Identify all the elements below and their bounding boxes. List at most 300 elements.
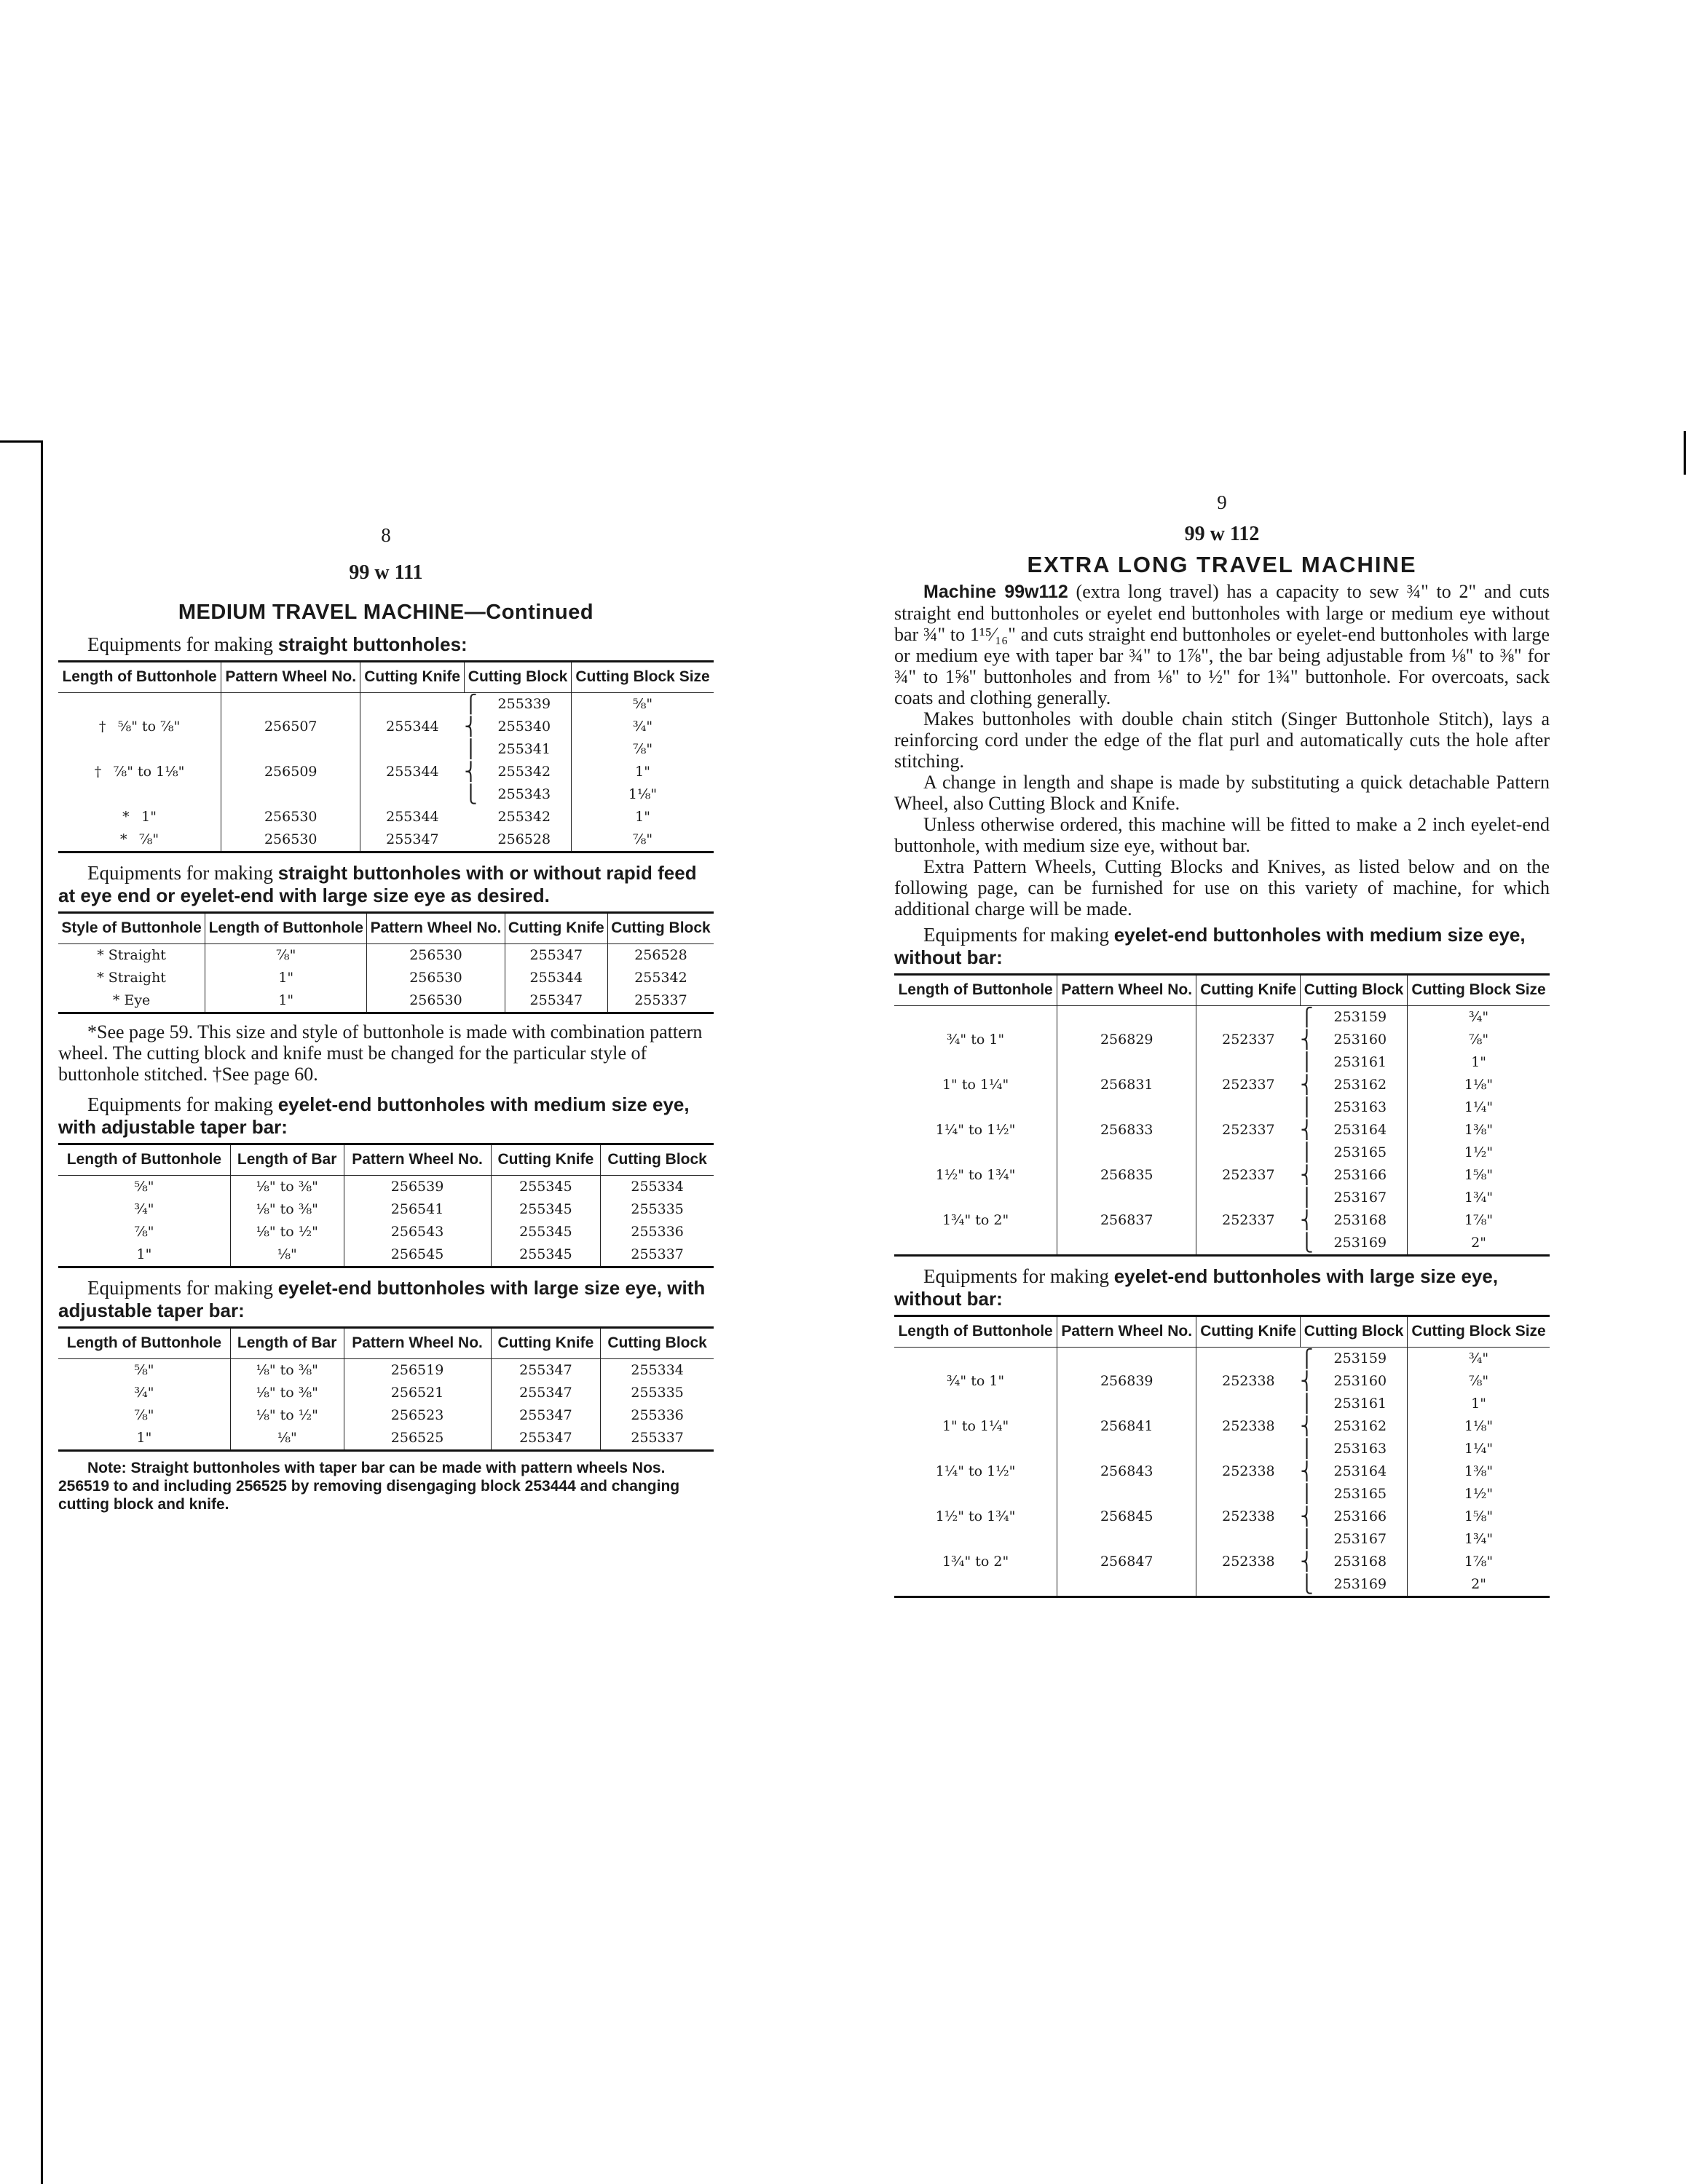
table-cell: 1¾": [1408, 1528, 1550, 1551]
paragraph: Unless otherwise ordered, this machine will be fitted to make a 2 inch eyelet-end buttonhole, with medium size eye, without bar.: [894, 814, 1550, 856]
table-cell: 1⅛": [1408, 1415, 1550, 1438]
brace-mark: ⎩: [1300, 1232, 1313, 1256]
footnote-mark: †: [98, 719, 106, 735]
medium-eye-taper-bar-table: [58, 1143, 714, 1268]
table-cell: [58, 693, 221, 716]
table-cell: 255347: [491, 1404, 601, 1427]
table-cell: [1196, 1187, 1301, 1209]
note: Note: Straight buttonholes with taper bar can be made with pattern wheels Nos. 256519 to and including 256525 by removing disengaging block 253444 and changing cutting block and knife.: [58, 1460, 680, 1513]
table-cell: [1196, 1573, 1301, 1597]
table-cell: [464, 828, 477, 852]
table-cell: [894, 1051, 1057, 1074]
table-cell: [894, 1348, 1057, 1371]
footnote: *See page 59. This size and style of buttonhole is made with combination pattern wheel. The cutting block and knife must be changed for the particular style of buttonhole stitched. †See page 60.: [58, 1021, 703, 1085]
table-cell: 1¼" to 1½": [935, 1463, 1016, 1479]
column-header: Length of Buttonhole: [894, 975, 1057, 1006]
table-cell: ⅛" to ½": [230, 1221, 344, 1243]
table-cell: 255345: [491, 1221, 601, 1243]
table-cell: 253159: [1333, 1350, 1387, 1366]
brace-mark: ⎨: [1300, 1551, 1314, 1572]
column-header: Cutting Block: [601, 1328, 714, 1359]
table-cell: 253163: [1333, 1099, 1387, 1115]
right-page: [894, 491, 1550, 1605]
table-row: [58, 693, 714, 716]
column-header: Style of Buttonhole: [58, 913, 205, 944]
straight-or-eye-table: [58, 911, 714, 1014]
table-cell: [1196, 1142, 1301, 1164]
table-cell: ⅞": [205, 944, 367, 968]
table-cell: 253161: [1333, 1396, 1387, 1412]
table-row: [894, 1573, 1550, 1597]
table-cell: 256845: [1057, 1506, 1196, 1528]
table-row: [894, 1187, 1550, 1209]
table-cell: 255345: [491, 1176, 601, 1199]
table-cell: 253168: [1333, 1554, 1387, 1570]
table-cell: 256528: [607, 944, 714, 968]
table-cell: 255347: [491, 1427, 601, 1451]
table-cell: 256843: [1057, 1460, 1196, 1483]
table-row: [58, 1176, 714, 1199]
table-cell: ⅛": [230, 1427, 344, 1451]
table-cell: 255341: [497, 741, 551, 757]
table-cell: 255347: [505, 989, 607, 1013]
table-cell: 1⅛": [572, 783, 714, 806]
table-cell: 256530: [367, 989, 505, 1013]
column-header: Pattern Wheel No.: [344, 1144, 491, 1176]
table-row: [894, 1393, 1550, 1415]
table-cell: 256839: [1057, 1370, 1196, 1393]
table-caption: Equipments for making eyelet-end buttonholes with medium size eye, without bar:: [894, 924, 1526, 968]
table-cell: 255344: [360, 716, 465, 738]
column-header: Length of Buttonhole: [205, 913, 367, 944]
table-cell: [58, 716, 221, 738]
table-cell: 253164: [1333, 1122, 1387, 1138]
brace-mark: ⎨: [1300, 1416, 1314, 1436]
brace-mark: ⎪: [1300, 1097, 1314, 1117]
table-cell: 252337: [1196, 1029, 1301, 1051]
column-header: Cutting Knife: [491, 1328, 601, 1359]
footnote-mark: †: [94, 764, 102, 780]
table-cell: 252337: [1196, 1164, 1301, 1187]
table-cell: [894, 1232, 1057, 1256]
table-cell: 2": [1408, 1232, 1550, 1256]
table-cell: 255342: [497, 809, 551, 825]
column-header: Pattern Wheel No.: [367, 913, 505, 944]
table-cell: 1": [572, 761, 714, 783]
table-cell: 253160: [1333, 1032, 1387, 1048]
brace-mark: ⎪: [1300, 1393, 1314, 1414]
table-cell: 256507: [221, 716, 360, 738]
brace-mark: ⎨: [1300, 1210, 1314, 1230]
table-cell: ¾": [134, 1385, 154, 1401]
table-row: [894, 1506, 1550, 1528]
scan-edge-line: [0, 440, 42, 443]
table-cell: 253167: [1333, 1190, 1387, 1206]
model-number: 99 w 111: [349, 561, 423, 584]
table-cell: [1196, 1348, 1301, 1371]
table-cell: 255335: [601, 1382, 714, 1404]
table-cell: 1": [1408, 1393, 1550, 1415]
table-cell: ¾": [134, 1201, 154, 1217]
column-header: Cutting Knife: [505, 913, 607, 944]
table-cell: 1⅝": [1408, 1164, 1550, 1187]
table-cell: [1057, 1006, 1196, 1029]
column-header: Cutting Block Size: [1408, 1316, 1550, 1348]
table-cell: 256831: [1057, 1074, 1196, 1096]
table-cell: [1057, 1573, 1196, 1597]
table-cell: 1" to 1¼": [942, 1418, 1009, 1434]
table-cell: 1½": [1408, 1142, 1550, 1164]
table-cell: 253166: [1333, 1167, 1387, 1183]
table-cell: 253162: [1333, 1418, 1387, 1434]
table-cell: 252337: [1196, 1209, 1301, 1232]
table-cell: 256543: [344, 1221, 491, 1243]
paragraph: A change in length and shape is made by substituting a quick detachable Pattern Wheel, also Cutting Block and Knife.: [894, 772, 1550, 814]
table-cell: [1057, 1142, 1196, 1164]
table-cell: [894, 1393, 1057, 1415]
table-cell: [1057, 1096, 1196, 1119]
table-cell: 1": [58, 1427, 230, 1451]
table-cell: ⅛" to ⅜": [230, 1359, 344, 1382]
table-cell: 252338: [1196, 1370, 1301, 1393]
table-cell: 253168: [1333, 1212, 1387, 1228]
table-cell: ⅞": [572, 828, 714, 852]
table-row: [58, 1243, 714, 1267]
scan-edge-line: [1684, 431, 1686, 475]
table-cell: 2": [1408, 1573, 1550, 1597]
section-title: MEDIUM TRAVEL MACHINE—Continued: [178, 601, 594, 624]
table-row: [894, 1460, 1550, 1483]
table-cell: [58, 761, 221, 783]
straight-buttonholes-table: [58, 660, 714, 853]
brace-mark: ⎨: [1300, 1461, 1314, 1481]
table-cell: 1" to 1¼": [942, 1077, 1009, 1093]
table-cell: 256528: [477, 828, 571, 852]
table-row: [894, 1415, 1550, 1438]
table-row: [58, 828, 714, 852]
footnote-mark: *: [122, 809, 130, 825]
column-header: Length of Bar: [230, 1328, 344, 1359]
table-cell: [894, 1187, 1057, 1209]
table-cell: 256530: [367, 944, 505, 968]
table-cell: [1196, 1528, 1301, 1551]
table-caption: Equipments for making straight buttonholes:: [87, 633, 468, 655]
column-header: Cutting Block Size: [1408, 975, 1550, 1006]
table-cell: 253159: [1333, 1009, 1387, 1025]
scan-edge-line: [41, 440, 43, 2184]
table-cell: [221, 738, 360, 761]
table-cell: [1196, 1051, 1301, 1074]
table-cell: 252338: [1196, 1415, 1301, 1438]
table-cell: [221, 693, 360, 716]
brace-mark: ⎧: [1300, 1007, 1314, 1027]
table-cell: [894, 1528, 1057, 1551]
table-cell: 256847: [1057, 1551, 1196, 1573]
table-cell: [1057, 1393, 1196, 1415]
table-cell: 252338: [1196, 1551, 1301, 1573]
table-cell: 1¼": [1408, 1438, 1550, 1460]
brace-mark: ⎪: [1300, 1052, 1314, 1072]
table-row: [894, 1438, 1550, 1460]
column-header: Cutting Block: [1300, 1316, 1407, 1348]
table-cell: ⅝": [134, 1362, 154, 1378]
table-row: [58, 944, 714, 968]
table-cell: 256509: [221, 761, 360, 783]
table-cell: ¾": [1408, 1348, 1550, 1371]
paragraph: Extra Pattern Wheels, Cutting Blocks and Knives, as listed below and on the following page, can be furnished for use on this variety of machine, for which additional charge will be made.: [894, 856, 1550, 919]
table-row: [894, 1370, 1550, 1393]
table-cell: 253165: [1333, 1486, 1387, 1502]
brace-mark: ⎨: [1300, 1165, 1314, 1185]
table-caption: Equipments for making straight buttonholes with or without rapid feed at eye end or eyelet-end with large size eye as desired.: [58, 862, 697, 906]
table-cell: [58, 806, 221, 828]
table-row: [58, 1221, 714, 1243]
column-header: Pattern Wheel No.: [221, 662, 360, 693]
column-header: Length of Buttonhole: [58, 1328, 230, 1359]
brace-mark: ⎪: [464, 739, 478, 759]
length-value: 1": [141, 809, 157, 825]
table-row: [58, 1427, 714, 1451]
table-cell: 255336: [601, 1221, 714, 1243]
table-cell: [1196, 1393, 1301, 1415]
table-cell: * Straight: [97, 970, 166, 986]
table-cell: [1196, 1096, 1301, 1119]
table-cell: 255339: [497, 696, 551, 712]
brace-mark: ⎪: [1300, 1439, 1314, 1459]
table-cell: 1⅜": [1408, 1460, 1550, 1483]
table-cell: ¾": [572, 716, 714, 738]
brace-mark: ⎨: [1300, 1120, 1314, 1140]
column-header: Pattern Wheel No.: [1057, 975, 1196, 1006]
table-cell: 1": [205, 967, 367, 989]
table-cell: 1⅜": [1408, 1119, 1550, 1142]
table-cell: 255342: [497, 764, 551, 780]
footnote-mark: *: [120, 831, 127, 847]
table-cell: 255337: [601, 1427, 714, 1451]
table-cell: 1¼" to 1½": [935, 1122, 1016, 1138]
table-cell: 255345: [491, 1198, 601, 1221]
table-row: [894, 1142, 1550, 1164]
table-cell: 255335: [601, 1198, 714, 1221]
table-cell: 1½" to 1¾": [935, 1508, 1016, 1524]
table-row: [894, 1232, 1550, 1256]
table-cell: ¾": [1408, 1006, 1550, 1029]
table-row: [894, 1551, 1550, 1573]
length-value: ⅞": [139, 831, 159, 847]
brace-mark: ⎩: [464, 784, 478, 804]
table-cell: 255337: [601, 1243, 714, 1267]
table-cell: 1¼": [1408, 1096, 1550, 1119]
table-cell: ¾" to 1": [947, 1032, 1005, 1048]
table-row: [894, 1209, 1550, 1232]
brace-mark: ⎩: [1300, 1573, 1313, 1597]
table-cell: 255347: [505, 944, 607, 968]
table-cell: 255342: [607, 967, 714, 989]
column-header: Cutting Knife: [491, 1144, 601, 1176]
table-cell: [360, 738, 465, 761]
table-cell: 255344: [360, 761, 465, 783]
column-header: Cutting Block: [607, 913, 714, 944]
table-cell: 1½" to 1¾": [935, 1167, 1016, 1183]
brace-mark: ⎪: [1300, 1529, 1314, 1549]
table-cell: [1196, 1232, 1301, 1256]
table-cell: 256525: [344, 1427, 491, 1451]
table-cell: * Eye: [58, 989, 205, 1013]
table-cell: 253169: [1313, 1573, 1407, 1597]
table-cell: ⅞": [134, 1224, 154, 1240]
table-cell: [1057, 1051, 1196, 1074]
medium-eye-no-bar-table: [894, 973, 1550, 1257]
table-cell: [1057, 1187, 1196, 1209]
table-cell: 1": [1408, 1051, 1550, 1074]
table-cell: 256841: [1057, 1415, 1196, 1438]
table-cell: 1¾": [1408, 1187, 1550, 1209]
table-cell: 253166: [1333, 1508, 1387, 1524]
page-number: 9: [1217, 491, 1227, 513]
table-row: [58, 806, 714, 828]
length-value: ⅝" to ⅞": [117, 719, 181, 735]
left-page: [58, 524, 714, 1514]
table-cell: [894, 1096, 1057, 1119]
table-cell: 256539: [344, 1176, 491, 1199]
table-cell: 253164: [1333, 1463, 1387, 1479]
table-row: [58, 783, 714, 806]
table-cell: 255344: [360, 806, 465, 828]
table-cell: [1196, 1438, 1301, 1460]
table-cell: ⅝": [572, 693, 714, 716]
column-header: Pattern Wheel No.: [344, 1328, 491, 1359]
table-row: [58, 716, 714, 738]
table-cell: ⅞": [134, 1407, 154, 1423]
table-cell: 256829: [1057, 1029, 1196, 1051]
table-cell: 255347: [491, 1359, 601, 1382]
table-cell: 255343: [497, 786, 551, 802]
table-row: [58, 738, 714, 761]
table-cell: 1": [58, 1243, 230, 1267]
table-cell: [1196, 1006, 1301, 1029]
table-caption: Equipments for making eyelet-end buttonholes with medium size eye, with adjustable taper bar:: [58, 1093, 690, 1138]
table-cell: 255347: [360, 828, 465, 852]
table-cell: 255336: [601, 1404, 714, 1427]
column-header: Cutting Block: [601, 1144, 714, 1176]
table-cell: [58, 738, 221, 761]
table-cell: ⅞": [1408, 1370, 1550, 1393]
length-value: ⅞" to 1⅛": [113, 764, 185, 780]
table-cell: 255334: [601, 1176, 714, 1199]
table-cell: 253163: [1333, 1441, 1387, 1457]
table-row: [58, 1404, 714, 1427]
brace-mark: ⎨: [1300, 1371, 1314, 1391]
model-number: 99 w 112: [1184, 523, 1260, 545]
table-cell: 256545: [344, 1243, 491, 1267]
table-row: [58, 1382, 714, 1404]
brace-mark: ⎪: [1300, 1187, 1314, 1208]
table-row: [894, 1051, 1550, 1074]
table-row: [58, 761, 714, 783]
table-row: [894, 1074, 1550, 1096]
table-cell: [58, 783, 221, 806]
table-cell: 252338: [1196, 1506, 1301, 1528]
table-cell: ¾" to 1": [947, 1373, 1005, 1389]
table-cell: 256521: [344, 1382, 491, 1404]
table-cell: 1": [205, 989, 367, 1013]
table-cell: 1⅛": [1408, 1074, 1550, 1096]
table-cell: 253162: [1333, 1077, 1387, 1093]
table-row: [894, 1096, 1550, 1119]
column-header: Length of Buttonhole: [58, 662, 221, 693]
table-cell: 256523: [344, 1404, 491, 1427]
table-cell: 1⅝": [1408, 1506, 1550, 1528]
table-row: [894, 1348, 1550, 1371]
table-cell: [221, 783, 360, 806]
table-cell: ⅛" to ⅜": [230, 1176, 344, 1199]
table-row: [58, 989, 714, 1013]
table-cell: [1057, 1232, 1196, 1256]
table-cell: 253160: [1333, 1373, 1387, 1389]
table-cell: 1⅞": [1408, 1551, 1550, 1573]
table-row: [894, 1483, 1550, 1506]
table-row: [894, 1164, 1550, 1187]
table-cell: [894, 1573, 1057, 1597]
page-number: 8: [381, 524, 391, 546]
table-cell: 255347: [491, 1382, 601, 1404]
table-cell: [1057, 1528, 1196, 1551]
table-row: [894, 1006, 1550, 1029]
table-cell: [1057, 1438, 1196, 1460]
table-cell: 253169: [1313, 1232, 1407, 1256]
intro-paragraph: Machine 99w112 (extra long travel) has a capacity to sew ¾" to 2" and cuts straight end buttonholes or eyelet end buttonholes with large or medium eye without bar ¾" to 1¹⁵⁄₁₆" and cuts straight end buttonholes or eyelet-end buttonholes with large or medium eye with taper bar ¾" to 1⅞", the bar being adjustable from ⅛" to ⅜" for ¾" to 1⅝" buttonholes and from ⅛" to ½" for 1¾" buttonhole. For overcoats, sack coats and clothing generally.: [894, 581, 1550, 708]
brace-mark: ⎨: [464, 716, 478, 737]
table-row: [894, 1029, 1550, 1051]
column-header: Length of Bar: [230, 1144, 344, 1176]
table-row: [894, 1528, 1550, 1551]
column-header: Cutting Knife: [1196, 975, 1301, 1006]
table-cell: [360, 783, 465, 806]
table-cell: 253161: [1333, 1054, 1387, 1070]
column-header: Length of Buttonhole: [894, 1316, 1057, 1348]
table-cell: [464, 806, 477, 828]
column-header: Pattern Wheel No.: [1057, 1316, 1196, 1348]
table-row: [58, 1198, 714, 1221]
brace-mark: ⎪: [1300, 1142, 1314, 1163]
brace-mark: ⎨: [1300, 1075, 1314, 1095]
section-title: EXTRA LONG TRAVEL MACHINE: [1027, 552, 1417, 577]
column-header: Cutting Block Size: [572, 662, 714, 693]
table-cell: ⅞": [572, 738, 714, 761]
table-cell: [894, 1483, 1057, 1506]
table-cell: [1196, 1483, 1301, 1506]
brace-mark: ⎧: [1300, 1348, 1314, 1369]
table-cell: 256530: [221, 806, 360, 828]
table-cell: 256519: [344, 1359, 491, 1382]
table-cell: 256541: [344, 1198, 491, 1221]
table-cell: 253165: [1333, 1144, 1387, 1160]
column-header: Cutting Block: [1300, 975, 1407, 1006]
table-cell: 256530: [367, 967, 505, 989]
column-header: Cutting Knife: [360, 662, 465, 693]
table-cell: 255345: [491, 1243, 601, 1267]
table-cell: [360, 693, 465, 716]
brace-mark: ⎨: [464, 761, 478, 782]
table-cell: 253167: [1333, 1531, 1387, 1547]
table-cell: * Straight: [97, 947, 166, 963]
table-row: [58, 1359, 714, 1382]
table-cell: ⅞": [1408, 1029, 1550, 1051]
table-cell: ⅛" to ⅜": [230, 1382, 344, 1404]
table-cell: ⅛" to ⅜": [230, 1198, 344, 1221]
table-caption: Equipments for making eyelet-end buttonholes with large size eye, without bar:: [894, 1265, 1499, 1310]
brace-mark: ⎧: [464, 694, 478, 714]
